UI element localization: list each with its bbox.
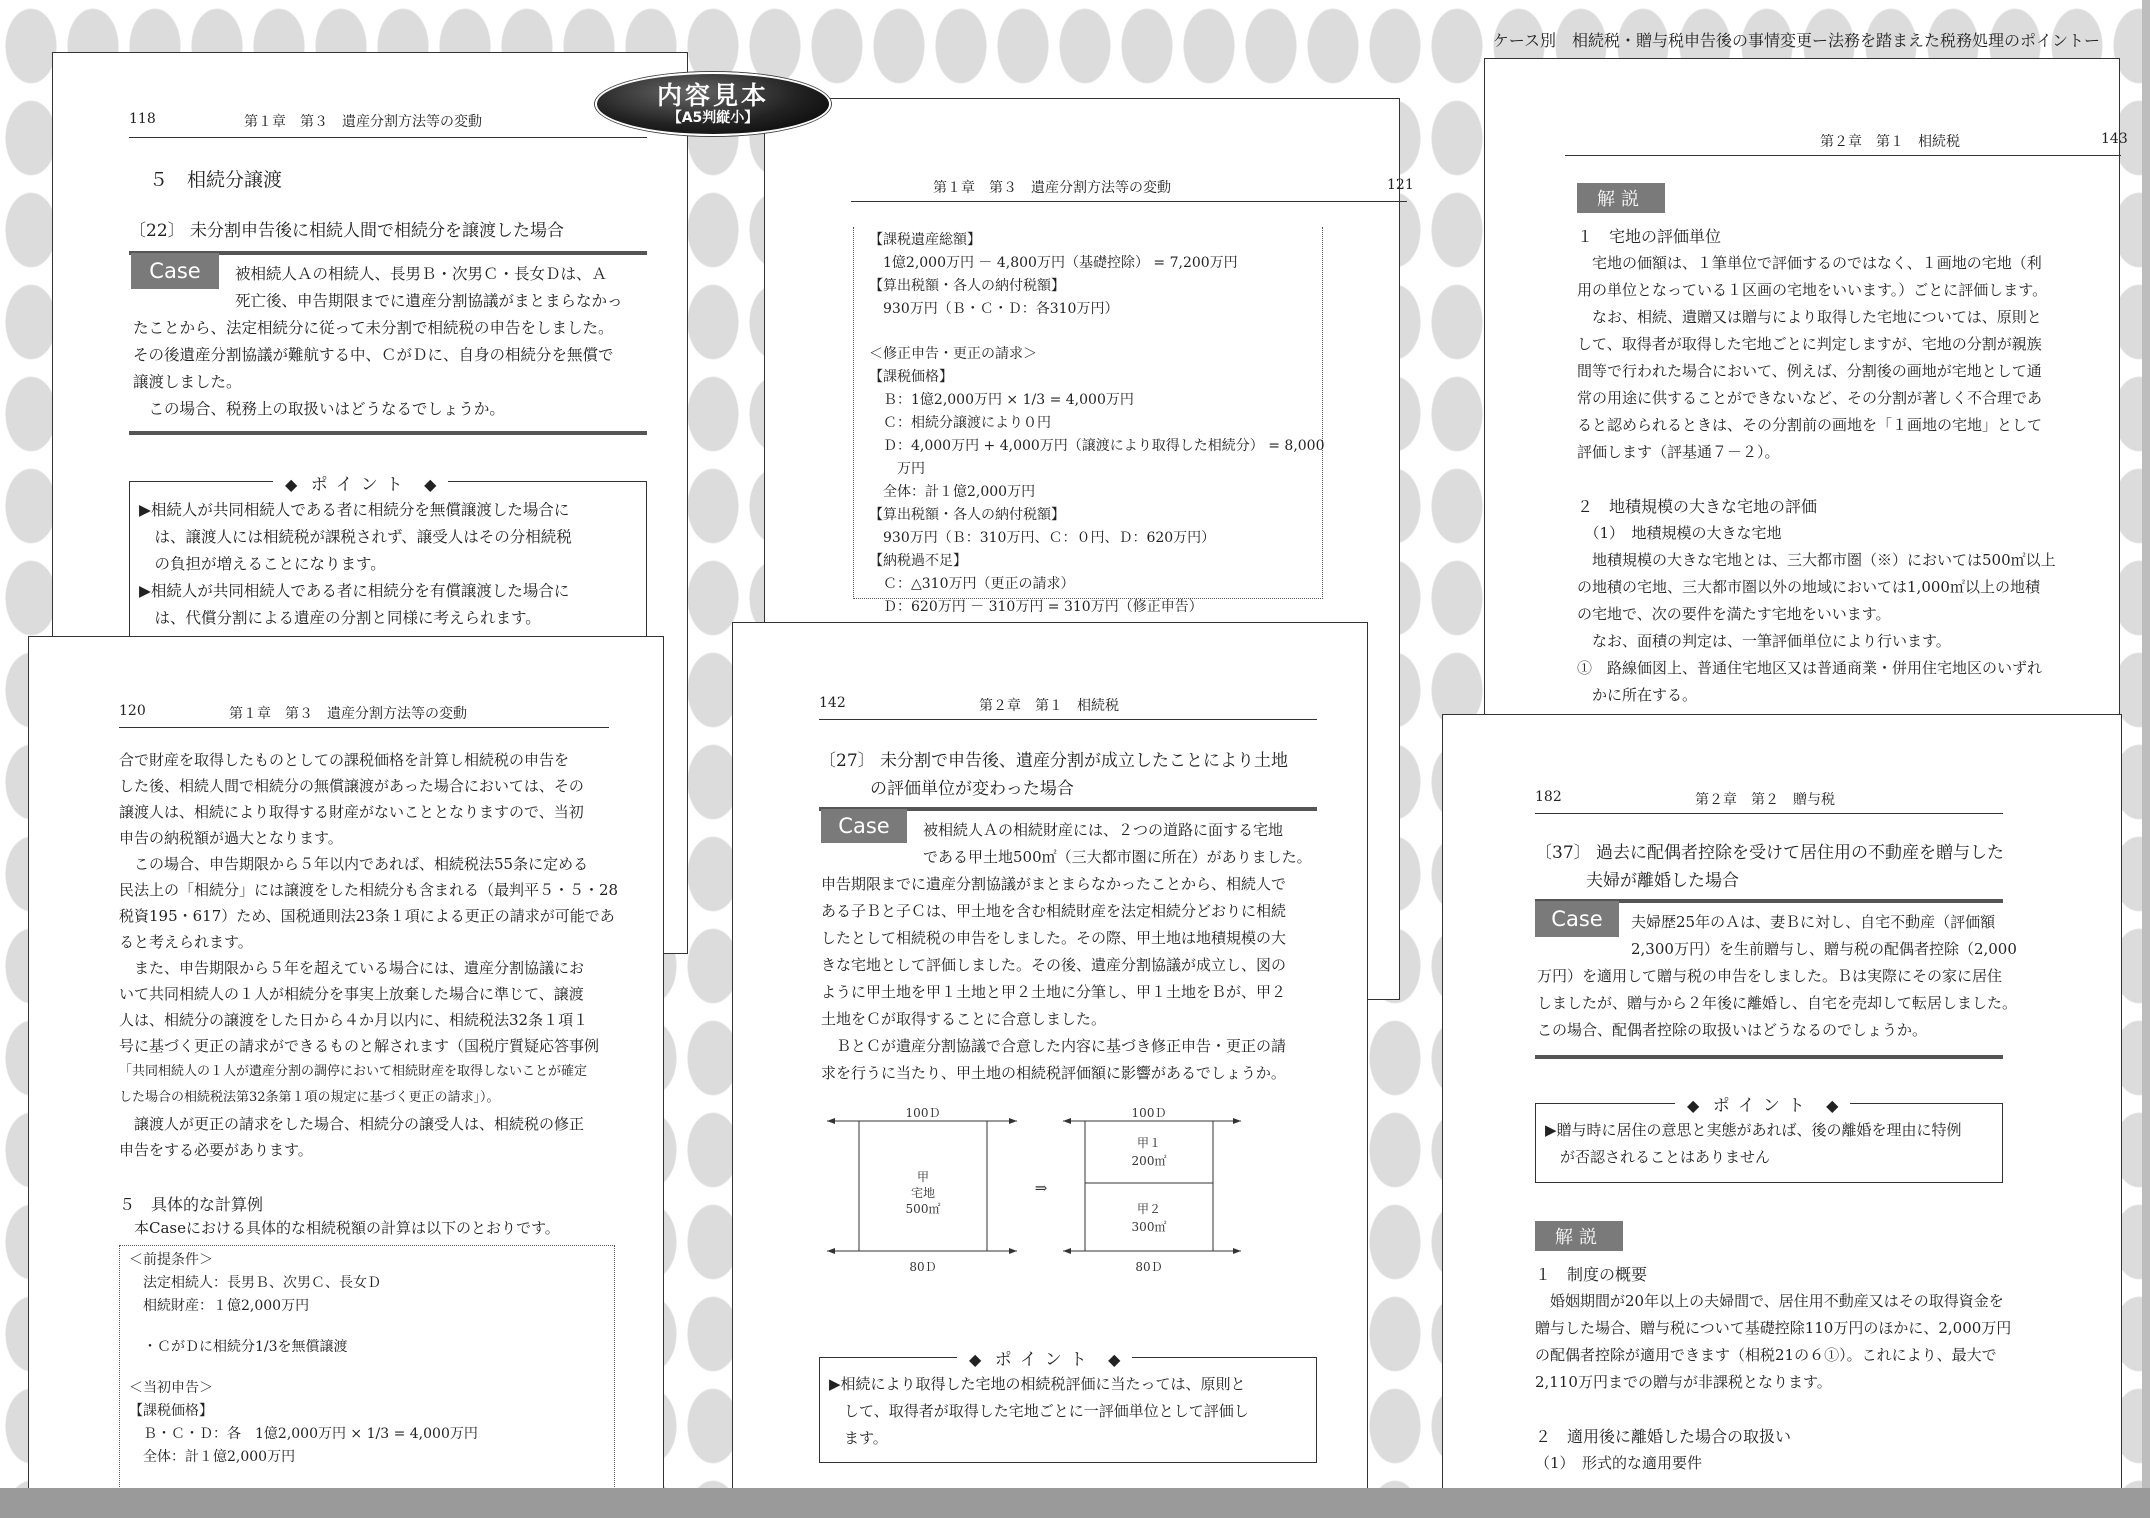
text-line: 贈与した場合、贈与税について基礎控除110万円のほかに、2,000万円 [1535, 1319, 2012, 1337]
lot-area: 300㎡ [1131, 1220, 1167, 1234]
text-line: の宅地で、次の要件を満たす宅地をいいます。 [1577, 605, 1891, 623]
calc-body [129, 1249, 609, 1469]
page-number: 143 [2101, 131, 2128, 147]
text-line: 2,110万円までの贈与が非課税となります。 [1535, 1373, 1832, 1391]
text-line: 合で財産を取得したものとしての課税価格を計算し相続税の申告を [119, 751, 570, 769]
point-body [1545, 1117, 2001, 1171]
bottom-bar [0, 1488, 2150, 1518]
section-title: ５ 相続分譲渡 [149, 169, 283, 191]
header-rule [819, 719, 1317, 720]
calc-line: 全体：計１億2,000万円 [869, 484, 1036, 500]
case-label: Case [131, 253, 219, 289]
case-line: ように甲土地を甲１土地と甲２土地に分筆し、甲１土地をＢが、甲２ [821, 983, 1287, 1001]
calc-line: 930万円（Ｂ・Ｃ・Ｄ：各310万円） [869, 301, 1119, 317]
case-line: 申告期限までに遺産分割協議がまとまらなかったことから、相続人で [821, 875, 1287, 893]
case-title-line: の評価単位が変わった場合 [819, 779, 1074, 799]
point-title [1675, 1091, 1850, 1116]
calc-line: 相続財産：１億2,000万円 [129, 1298, 310, 1314]
calc-body [869, 229, 1329, 619]
calc-line: 【課税価格】 [869, 369, 953, 385]
calc-line: ＜当初申告＞ [129, 1380, 213, 1396]
page-number: 118 [129, 111, 156, 127]
text-line: （1） 形式的な適用要件 [1535, 1454, 1703, 1472]
case-title: 〔22〕 未分割申告後に相続人間で相続分を譲渡した場合 [129, 221, 565, 241]
text-line: 譲渡人は、相続により取得する財産がないこととなりますので、当初 [119, 803, 584, 821]
header-rule [1565, 155, 2121, 156]
calc-line: 【課税遺産総額】 [869, 232, 981, 248]
badge-title: 内容見本 [656, 81, 769, 110]
text-line: 譲渡人が更正の請求をした場合、相続分の譲受人は、相続税の修正 [119, 1115, 585, 1133]
text-line: 宅地の価額は、１筆単位で評価するのではなく、１画地の宅地（利 [1577, 254, 2042, 272]
text-line: 号に基づく更正の請求ができるものと解されます（国税庁質疑応答事例 [119, 1037, 600, 1055]
case-line: しましたが、贈与から２年後に離婚し、自宅を売却して転居しました。 [1537, 994, 2018, 1012]
point-body [139, 497, 639, 632]
point-line: ▶相続人が共同相続人である者に相続分を無償譲渡した場合に [139, 501, 570, 519]
text-line: 地積規模の大きな宅地とは、三大都市圏（※）においては500㎡以上 [1577, 551, 2056, 569]
kaisetsu-label: 解説 [1577, 183, 1665, 213]
point-line: は、譲渡人には相続税が課税されず、譲受人はその分相続税 [139, 528, 572, 546]
lot-area: 200㎡ [1131, 1154, 1167, 1168]
lot-area: 500㎡ [905, 1202, 941, 1216]
calc-line: 【算出税額・各人の納付税額】 [869, 278, 1065, 294]
case-line: したとして相続税の申告をしました。その際、甲土地は地積規模の大 [821, 929, 1287, 947]
calc-line: 万円 [869, 461, 925, 477]
text-line: １ 宅地の評価単位 [1577, 227, 1722, 246]
text-line: 申告をする必要があります。 [119, 1141, 313, 1159]
text-line: この場合、申告期限から５年以内であれば、相続税法55条に定める [119, 855, 589, 873]
calc-line: Ｃ：相続分譲渡により０円 [869, 415, 1051, 431]
case-line: この場合、配偶者控除の取扱いはどうなるのでしょうか。 [1537, 1021, 1928, 1039]
text-line: 申告の納税額が過大となります。 [119, 829, 343, 847]
diamond-icon: ◆ [969, 1350, 982, 1369]
text-line: の地積の宅地、三大都市圏以外の地域においては1,000㎡以上の地積 [1577, 578, 2040, 596]
arrow-head [1009, 1248, 1017, 1254]
page-number: 121 [1387, 177, 1414, 193]
case-title [819, 747, 1288, 803]
case-line: 2,300万円）を生前贈与し、贈与税の配偶者控除（2,000 [1631, 940, 2017, 958]
point-title-text: ポイント [1712, 1096, 1813, 1116]
diamond-icon: ◆ [1826, 1096, 1839, 1115]
case-title-line: 〔37〕 過去に配偶者控除を受けて居住用の不動産を贈与した [1535, 843, 2005, 863]
point-title-text: ポイント [310, 475, 411, 495]
lot-label: 甲１ [1136, 1136, 1162, 1150]
right-edge [2142, 0, 2150, 1518]
arrow-head [1233, 1118, 1241, 1124]
text-line [1535, 1396, 2075, 1423]
diamond-icon: ◆ [285, 475, 298, 494]
explanation-body [1577, 223, 2117, 709]
header-rule [1535, 813, 2003, 814]
chapter-title: 第１章 第３ 遺産分割方法等の変動 [244, 114, 482, 130]
chapter-title: 第２章 第１ 相続税 [979, 698, 1119, 714]
sample-badge [595, 72, 831, 136]
case-body [1537, 909, 2037, 1044]
calc-line: 1億2,000万円 － 4,800万円（基礎控除） = 7,200万円 [869, 255, 1238, 271]
case-line: たことから、法定相続分に従って未分割で相続税の申告をしました。 [133, 319, 614, 337]
calc-line: 【納税過不足】 [869, 553, 967, 569]
calc-line: Ｄ：4,000万円 + 4,000万円（譲渡により取得した相続分） = 8,000 [869, 438, 1325, 454]
header-rule [129, 137, 647, 138]
calc-line: ・ＣがＤに相続分1/3を無償譲渡 [129, 1339, 348, 1355]
header-rule [851, 201, 1407, 202]
case-title [1535, 839, 2004, 895]
case-line: この場合、税務上の取扱いはどうなるでしょうか。 [133, 400, 505, 418]
road-width-label: 100Ｄ [905, 1106, 941, 1120]
kaisetsu-label: 解説 [1535, 1221, 1623, 1251]
point-line: の負担が増えることになります。 [139, 555, 386, 573]
page-142 [732, 622, 1368, 1506]
text-line: 用の単位となっている１区画の宅地をいいます。）ごとに評価します。 [1577, 281, 2048, 299]
lot-label: 甲 [916, 1170, 930, 1184]
case-body [133, 261, 647, 423]
calc-line [869, 321, 1329, 343]
arrow-head [1063, 1248, 1071, 1254]
case-bottom-rule [1535, 1055, 2003, 1059]
page-number: 182 [1535, 789, 1562, 805]
point-line: ます。 [829, 1429, 888, 1447]
point-line: ▶贈与時に居住の意思と実態があれば、後の離婚を理由に特例 [1545, 1121, 1962, 1139]
case-title-line: 夫婦が離婚した場合 [1535, 871, 1739, 891]
text-line: なお、面積の判定は、一筆評価単位により行います。 [1577, 632, 1951, 650]
case-line: ＢとＣが遺産分割協議で合意した内容に基づき修正申告・更正の請 [821, 1037, 1287, 1055]
text-line: 間等で行われた場合において、例えば、分割後の画地が宅地として通 [1577, 362, 2042, 380]
text-line: ると考えられます。 [119, 933, 253, 951]
page-182 [1442, 714, 2122, 1506]
point-title [957, 1345, 1132, 1370]
calc-line: 法定相続人：長男Ｂ、次男Ｃ、長女Ｄ [129, 1275, 381, 1291]
case-line: である甲土地500㎡（三大都市圏に所在）がありました。 [923, 848, 1312, 866]
body-text [119, 747, 629, 1163]
case-line: その後遺産分割協議が難航する中、ＣがＤに、自身の相続分を無償で [133, 346, 614, 364]
calc-line: ＜前提条件＞ [129, 1252, 213, 1268]
road-width-label: 80Ｄ [1135, 1260, 1163, 1274]
calc-line: 全体：計１億2,000万円 [129, 1449, 296, 1465]
case-line: 死亡後、申告期限までに遺産分割協議がまとまらなかっ [235, 292, 623, 310]
explanation-body [1535, 1261, 2075, 1477]
text-line: 人は、相続分の譲渡をした日から４か月以内に、相続税法32条１項１ [119, 1011, 589, 1029]
case-line: 万円）を適用して贈与税の申告をしました。Ｂは実際にその家に居住 [1537, 967, 2003, 985]
case-line: きな宅地として評価しました。その後、遺産分割協議が成立し、図の [821, 956, 1287, 974]
chapter-title: 第１章 第３ 遺産分割方法等の変動 [229, 706, 467, 722]
calc-line: 930万円（Ｂ：310万円、Ｃ：０円、Ｄ：620万円） [869, 530, 1216, 546]
text-line: ２ 地積規模の大きな宅地の評価 [1577, 497, 1818, 516]
chapter-title: 第１章 第３ 遺産分割方法等の変動 [933, 180, 1171, 196]
calc-line [129, 1359, 609, 1377]
text-line: 税資195・617）ため、国税通則法23条１項による更正の請求が可能であ [119, 907, 615, 925]
text-line: 民法上の「相続分」には譲渡をした相続分も含まれる（最判平５・５・28 [119, 881, 619, 899]
text-line [1577, 466, 2117, 493]
case-line: 被相続人Ａの相続財産には、２つの道路に面する宅地 [923, 821, 1284, 839]
text-line: なお、相続、遺贈又は贈与により取得した宅地については、原則と [1577, 308, 2042, 326]
text-line: した後、相続人間で相続分の無償譲渡があった場合においては、その [119, 777, 584, 795]
calc-line: 【算出税額・各人の納付税額】 [869, 507, 1065, 523]
arrow-head [827, 1118, 835, 1124]
case-line: ある子Ｂと子Ｃは、甲土地を含む相続財産を法定相続分どおりに相続 [821, 902, 1287, 920]
arrow-head [1233, 1248, 1241, 1254]
series-title: ケース別 相続税・贈与税申告後の事情変更ー法務を踏まえた税務処理のポイントー [1492, 31, 2100, 50]
calc-line: Ｂ：1億2,000万円 × 1/3 = 4,000万円 [869, 392, 1134, 408]
case-line: 土地をＣが取得することに合意しました。 [821, 1010, 1107, 1028]
calc-line: Ｂ・Ｃ・Ｄ：各 1億2,000万円 × 1/3 = 4,000万円 [129, 1426, 478, 1442]
land-diagram [817, 1101, 1337, 1277]
calc-line: 【課税価格】 [129, 1403, 213, 1419]
point-title [273, 470, 448, 495]
arrow-head [827, 1248, 835, 1254]
diamond-icon: ◆ [1108, 1350, 1121, 1369]
point-line: ▶相続により取得した宅地の相続税評価に当たっては、原則と [829, 1375, 1246, 1393]
diamond-icon: ◆ [1687, 1096, 1700, 1115]
chapter-title: 第２章 第２ 贈与税 [1695, 792, 1835, 808]
case-line: 譲渡しました。 [133, 373, 242, 391]
calc-line: Ｄ：620万円 － 310万円 = 310万円（修正申告） [869, 599, 1203, 615]
text-line: して、取得者が取得した宅地ごとに判定しますが、宅地の分割が親族 [1577, 335, 2042, 353]
case-label: Case [821, 809, 907, 843]
text-line: ２ 適用後に離婚した場合の取扱い [1535, 1427, 1792, 1446]
page-number: 120 [119, 703, 146, 719]
text-line: ると認められるときは、その分割前の画地を「１画地の宅地」として [1577, 416, 2043, 434]
point-line: が否認されることはありません [1545, 1148, 1771, 1166]
text-line: ① 路線価図上、普通住宅地区又は普通商業・併用住宅地区のいずれ [1577, 659, 2043, 677]
header-rule [119, 727, 609, 728]
case-title-line: 〔27〕 未分割で申告後、遺産分割が成立したことにより土地 [819, 751, 1289, 771]
text-line: の配偶者控除が適用できます（相税21の６①）。これにより、最大で [1535, 1346, 1997, 1364]
text-line: 評価します（評基通７－２）。 [1577, 443, 1780, 461]
calc-line: ＜修正申告・更正の請求＞ [869, 346, 1037, 362]
point-body [829, 1371, 1313, 1452]
lot-label: 甲２ [1136, 1202, 1162, 1216]
section-title: ５ 具体的な計算例 [119, 1195, 264, 1214]
point-line: ▶相続人が共同相続人である者に相続分を有償譲渡した場合に [139, 582, 570, 600]
point-line: して、取得者が取得した宅地ごとに一評価単位として評価し [829, 1402, 1249, 1420]
case-line: 被相続人Ａの相続人、長男Ｂ・次男Ｃ・長女Ｄは、Ａ [235, 265, 608, 283]
text-line: １ 制度の概要 [1535, 1265, 1648, 1284]
calc-line [129, 1318, 609, 1336]
text-line: かに所在する。 [1577, 686, 1698, 704]
chapter-title: 第２章 第１ 相続税 [1820, 134, 1960, 150]
case-label: Case [1535, 901, 1619, 937]
road-width-label: 80Ｄ [909, 1260, 937, 1274]
badge-subtitle: 【A5判縦小】 [667, 110, 759, 126]
road-width-label: 100Ｄ [1131, 1106, 1167, 1120]
case-bottom-rule [129, 431, 647, 435]
text-line: （1） 地積規模の大きな宅地 [1577, 524, 1782, 542]
section-intro: 本Caseにおける具体的な相続税額の計算は以下のとおりです。 [119, 1219, 560, 1237]
case-body [821, 817, 1321, 1087]
case-line: 求を行うに当たり、甲土地の相続税評価額に影響があるでしょうか。 [821, 1064, 1286, 1082]
text-line: 「共同相続人の１人が遺産分割の調停において相続財産を取得しないことが確定 [119, 1064, 588, 1079]
text-line: した場合の相続税法第32条第１項の規定に基づく更正の請求」）。 [119, 1090, 500, 1105]
text-line: 常の用途に供することができないなど、その分割が著しく不合理であ [1577, 389, 2043, 407]
arrow-head [1009, 1118, 1017, 1124]
page-number: 142 [819, 695, 846, 711]
case-line: 夫婦歴25年のＡは、妻Ｂに対し、自宅不動産（評価額 [1631, 913, 1996, 931]
arrow-head [1063, 1118, 1071, 1124]
calc-line: Ｃ：△310万円（更正の請求） [869, 576, 1075, 592]
page-120 [28, 636, 664, 1506]
point-line: は、代償分割による遺産の分割と同様に考えられます。 [139, 609, 541, 627]
lot-label: 宅地 [910, 1186, 936, 1200]
text-line: また、申告期限から５年を超えている場合には、遺産分割協議にお [119, 959, 585, 977]
point-title-text: ポイント [994, 1350, 1095, 1370]
text-line: いて共同相続人の１人が相続分を事実上放棄した場合に準じて、譲渡 [119, 985, 584, 1003]
diamond-icon: ◆ [424, 475, 437, 494]
arrow-icon: ⇒ [1034, 1179, 1048, 1197]
text-line: 婚姻期間が20年以上の夫婦間で、居住用不動産又はその取得資金を [1535, 1292, 2004, 1310]
